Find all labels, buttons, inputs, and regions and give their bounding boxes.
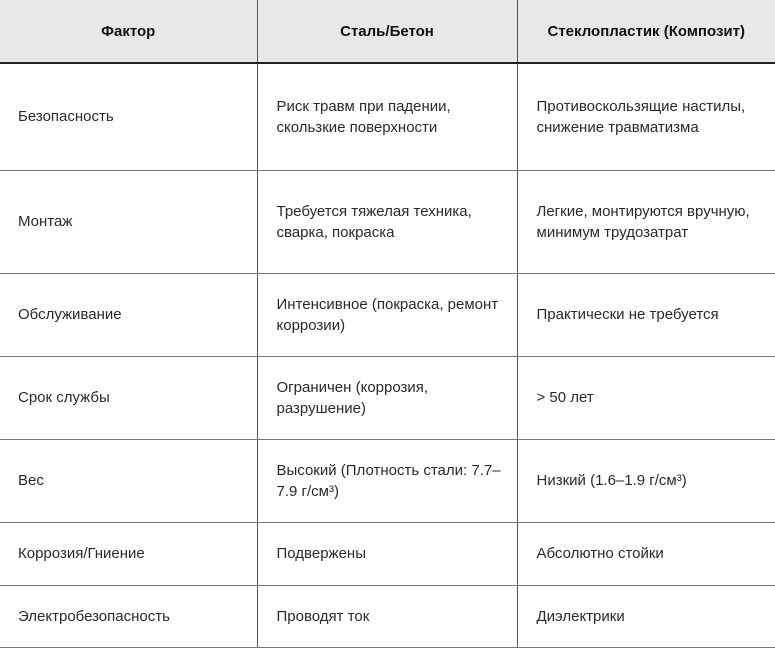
cell-composite: Абсолютно стойки: [517, 522, 775, 585]
table-row: [0, 63, 775, 170]
header-fiberglass: Стеклопластик (Композит): [517, 0, 775, 63]
cell-composite: Легкие, монтируются вручную, минимум трудозатрат: [517, 170, 775, 273]
table-row: [0, 522, 775, 585]
cell-steel: Подвержены: [257, 522, 517, 585]
cell-factor: Коррозия/Гниение: [0, 522, 257, 585]
table-row: [0, 439, 775, 522]
cell-factor: Срок службы: [0, 356, 257, 439]
cell-factor: Безопасность: [0, 63, 257, 170]
cell-factor: Монтаж: [0, 170, 257, 273]
cell-steel: Интенсивное (покраска, ремонт коррозии): [257, 273, 517, 356]
cell-steel: Риск травм при падении, скользкие поверхности: [257, 63, 517, 170]
table-row: [0, 356, 775, 439]
cell-steel: Высокий (Плотность стали: 7.7–7.9 г/см³): [257, 439, 517, 522]
table-row: [0, 585, 775, 647]
cell-composite: > 50 лет: [517, 356, 775, 439]
header-factor: Фактор: [0, 0, 257, 63]
cell-composite: Низкий (1.6–1.9 г/см³): [517, 439, 775, 522]
cell-factor: Обслуживание: [0, 273, 257, 356]
cell-steel: Ограничен (коррозия, разрушение): [257, 356, 517, 439]
cell-composite: Противоскользящие настилы, снижение травматизма: [517, 63, 775, 170]
cell-factor: Вес: [0, 439, 257, 522]
header-steel-concrete: Сталь/Бетон: [257, 0, 517, 63]
cell-composite: Практически не требуется: [517, 273, 775, 356]
table-row: [0, 273, 775, 356]
header-row: [0, 0, 775, 63]
table-row: [0, 170, 775, 273]
cell-steel: Требуется тяжелая техника, сварка, покраска: [257, 170, 517, 273]
cell-factor: Электробезопасность: [0, 585, 257, 647]
cell-steel: Проводят ток: [257, 585, 517, 647]
cell-composite: Диэлектрики: [517, 585, 775, 647]
